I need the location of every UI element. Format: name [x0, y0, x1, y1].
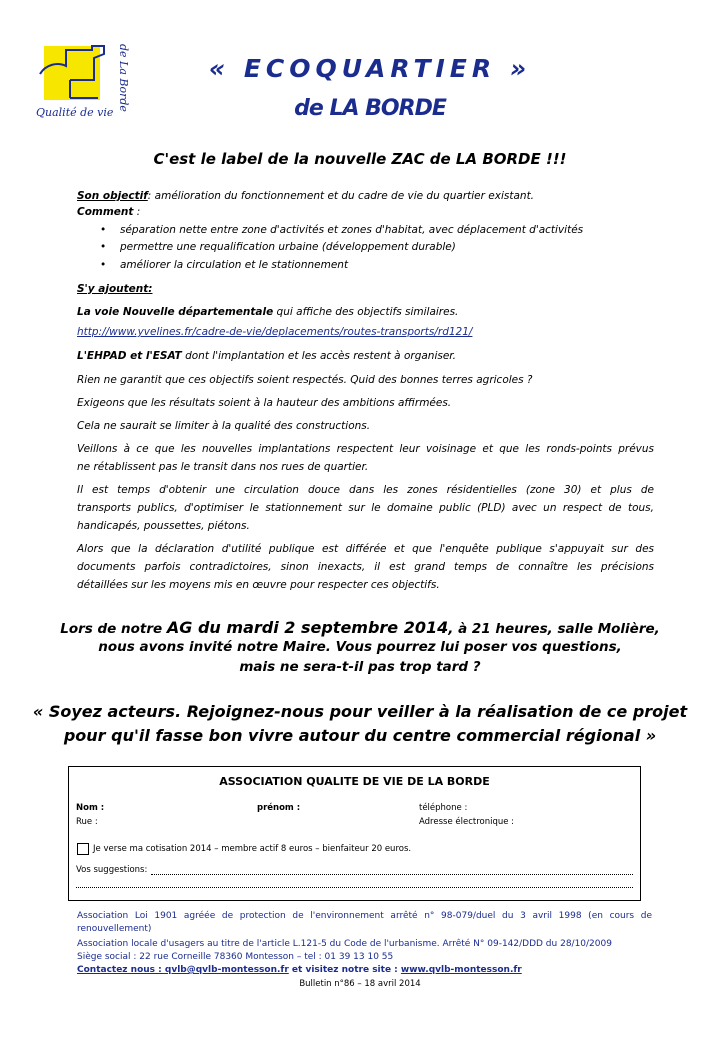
paragraph-line: handicapés, poussettes, piétons. [77, 520, 250, 532]
paragraph-line: détaillées sur les moyens mis en œuvre pour respecter ces objectifs. [77, 579, 440, 591]
list-item: permettre une requalification urbaine (développement durable) [120, 241, 456, 253]
paragraph-line: Il est temps d'obtenir une circulation douce dans les zones résidentielles (zone 30) et plus de [77, 484, 654, 496]
email-label: Adresse électronique : [419, 817, 515, 827]
suggestions-label: Vos suggestions: [76, 865, 148, 875]
visit-label: et visitez notre site : [288, 965, 401, 975]
nom-label: Nom : [76, 803, 105, 813]
prenom-label: prénom : [257, 803, 301, 813]
list-item: séparation nette entre zone d'activités et zones d'habitat, avec déplacement d'activités [120, 224, 584, 236]
logo-text: Qualité de vie [36, 106, 114, 119]
footer-contact [77, 964, 652, 977]
ag-post: , à 21 heures, salle Molière, [448, 621, 660, 637]
bullet-icon: • [100, 241, 107, 253]
bullet-icon: • [100, 224, 107, 236]
added-label-text: S'y ajoutent: [77, 283, 153, 295]
telephone-label: téléphone : [419, 803, 468, 813]
logo-house-drawing [36, 40, 116, 106]
membership-form [68, 766, 641, 901]
ag-line1 [0, 618, 720, 639]
paragraph-veillons [77, 440, 654, 476]
how-suffix: : [133, 206, 141, 218]
road-line [77, 304, 458, 320]
paragraph-circulation [77, 481, 654, 535]
paragraph-declaration [77, 540, 654, 594]
paragraph-line: transports publics, d'optimiser le stationnement sur le domaine public (PLD) avec un respect de tous, [77, 502, 654, 514]
rue-label: Rue : [76, 817, 98, 827]
call-to-action-line2: pour qu'il fasse bon vivre autour du centre commercial régional » [63, 726, 657, 745]
footer-line: Siège social : 22 rue Corneille 78360 Montesson – tel : 01 39 13 10 55 [77, 952, 394, 962]
objective-label: Son objectif [77, 190, 148, 202]
page-title: « ECOQUARTIER » [208, 54, 532, 83]
rd121-link[interactable]: http://www.yvelines.fr/cadre-de-vie/deplacements/routes-transports/rd121/ [77, 326, 473, 338]
ag-line2: nous avons invité notre Maire. Vous pourrez lui poser vos questions, [98, 639, 622, 655]
suggestions-field-line2[interactable] [76, 887, 633, 888]
ehpad-text: dont l'implantation et les accès restent à organiser. [181, 350, 456, 362]
subtitle: C'est le label de la nouvelle ZAC de LA BORDE !!! [153, 150, 567, 168]
list-item: améliorer la circulation et le stationnement [120, 259, 349, 271]
bulletin-number: Bulletin n°86 – 18 avril 2014 [299, 979, 421, 989]
footer-info [77, 910, 652, 977]
road-text: qui affiche des objectifs similaires. [273, 306, 459, 318]
objective-line [77, 188, 534, 204]
call-to-action-line1: « Soyez acteurs. Rejoignez-nous pour veiller à la réalisation de ce projet [32, 702, 688, 721]
paragraph-line: Alors que la déclaration d'utilité publique est différée et que l'enquête publique s'appuyait sur des [77, 543, 654, 555]
suggestions-field[interactable] [151, 874, 633, 875]
footer-line: Association Loi 1901 agréée de protection de l'environnement arrêté n° 98-079/duel du 3 avril 1998 (en cours de [77, 911, 652, 921]
cotisation-checkbox[interactable] [77, 843, 89, 855]
how-label: Comment [77, 206, 134, 218]
ag-date: AG du mardi 2 septembre 2014 [166, 618, 449, 637]
paragraph-line: Veillons à ce que les nouvelles implantations respectent leur voisinage et que les ronds-points prévus [77, 443, 654, 455]
text-line: Cela ne saurait se limiter à la qualité des constructions. [77, 420, 371, 432]
ehpad-bold: L'EHPAD et l'ESAT [77, 350, 182, 362]
ag-line3: mais ne sera-t-il pas trop tard ? [239, 659, 481, 675]
objective-text: : amélioration du fonctionnement et du cadre de vie du quartier existant. [147, 190, 535, 202]
text-line: Rien ne garantit que ces objectifs soient respectés. Quid des bonnes terres agricoles ? [77, 374, 533, 386]
footer-line: Association locale d'usagers au titre de l'article L.121-5 du Code de l'urbanisme. Arrêté N° 09-142/DDD du 28/10/2009 [77, 939, 612, 949]
site-link[interactable]: www.qvlb-montesson.fr [400, 965, 522, 975]
paragraph-line: ne rétablissent pas le transit dans nos rues de quartier. [77, 461, 369, 473]
ehpad-line [77, 348, 456, 364]
bullet-icon: • [100, 259, 107, 271]
ag-pre: Lors de notre [60, 621, 167, 637]
page-title-line2: de LA BORDE [294, 96, 446, 121]
logo-vertical-text: de La Borde [117, 44, 130, 112]
contact-label: Contactez nous : [77, 965, 165, 975]
paragraph-line: documents parfois contradictoires, sinon inexacts, il est grand temps de connaître les précisions [77, 561, 654, 573]
association-logo [36, 40, 134, 132]
added-label [77, 281, 152, 297]
text-line: Exigeons que les résultats soient à la hauteur des ambitions affirmées. [77, 397, 452, 409]
road-bold: La voie Nouvelle départementale [77, 306, 274, 318]
how-line [77, 204, 140, 220]
cotisation-label: Je verse ma cotisation 2014 – membre actif 8 euros – bienfaiteur 20 euros. [93, 844, 412, 854]
contact-email-link[interactable]: qvlb@qvlb-montesson.fr [164, 965, 289, 975]
footer-line: renouvellement) [77, 924, 152, 934]
form-title: ASSOCIATION QUALITE DE VIE DE LA BORDE [219, 775, 490, 788]
